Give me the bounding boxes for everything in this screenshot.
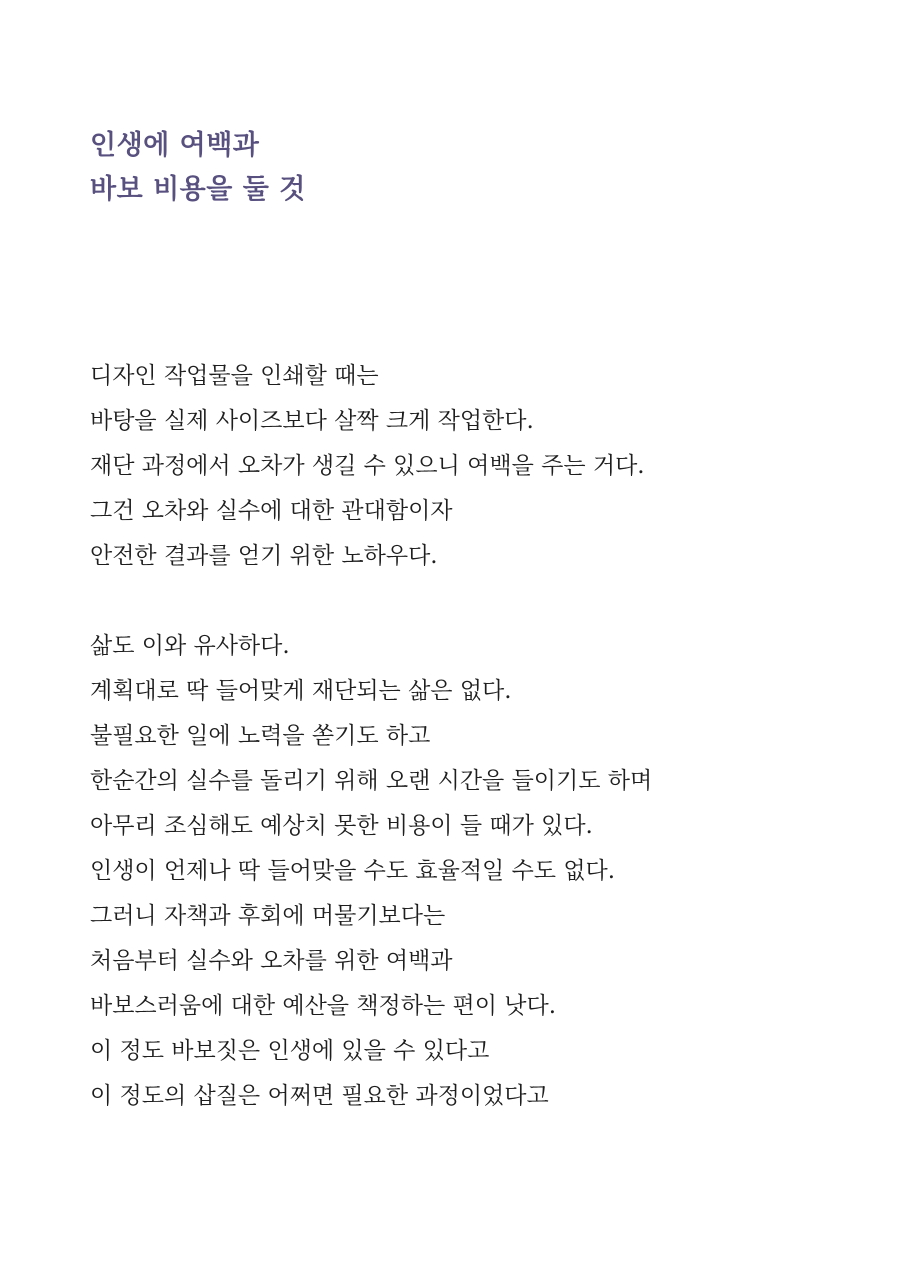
chapter-title (90, 124, 810, 212)
body-text (90, 354, 850, 1119)
text-line: 불필요한 일에 노력을 쏟기도 하고 (90, 723, 431, 749)
text-line: 이 정도 바보짓은 인생에 있을 수 있다고 (90, 1038, 490, 1064)
title-line-1: 인생에 여백과 (90, 130, 260, 161)
text-line: 그러니 자책과 후회에 머물기보다는 (90, 903, 446, 929)
text-line: 처음부터 실수와 오차를 위한 여백과 (90, 948, 453, 974)
text-line: 이 정도의 삽질은 어쩌면 필요한 과정이었다고 (90, 1083, 549, 1109)
paragraph-2 (90, 624, 850, 1119)
text-line: 그건 오차와 실수에 대한 관대함이자 (90, 498, 453, 524)
text-line: 바보스러움에 대한 예산을 책정하는 편이 낫다. (90, 993, 557, 1019)
text-line: 안전한 결과를 얻기 위한 노하우다. (90, 543, 438, 569)
text-line: 아무리 조심해도 예상치 못한 비용이 들 때가 있다. (90, 813, 593, 839)
text-line: 디자인 작업물을 인쇄할 때는 (90, 363, 379, 389)
text-line: 계획대로 딱 들어맞게 재단되는 삶은 없다. (90, 678, 512, 704)
text-line: 삶도 이와 유사하다. (90, 633, 290, 659)
paragraph-1 (90, 354, 850, 579)
text-line: 재단 과정에서 오차가 생길 수 있으니 여백을 주는 거다. (90, 453, 645, 479)
title-line-2: 바보 비용을 둘 것 (90, 174, 306, 205)
text-line: 한순간의 실수를 돌리기 위해 오랜 시간을 들이기도 하며 (90, 768, 653, 794)
text-line: 바탕을 실제 사이즈보다 살짝 크게 작업한다. (90, 408, 534, 434)
text-line: 인생이 언제나 딱 들어맞을 수도 효율적일 수도 없다. (90, 858, 616, 884)
